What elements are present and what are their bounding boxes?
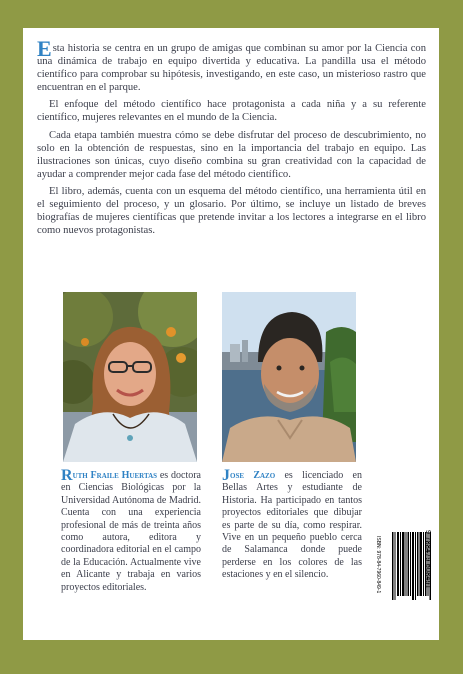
bio-text: es doctora en Ciencias Biológicas por la Universidad Autónoma de Madrid. Cuenta con una experiencia profesional de más de treinta años como autora, editora y coordinadora editorial en el campo de la Educación. Actualmente vive en Alicante y trabaja en varios proyectos editoriales. bbox=[61, 470, 201, 593]
author-photo-ruth bbox=[63, 292, 197, 462]
author-name: uth Fraile Huertas bbox=[72, 470, 158, 481]
author-bio-jose bbox=[222, 467, 362, 582]
drop-cap: E bbox=[37, 36, 52, 61]
bio-drop-cap: R bbox=[61, 467, 73, 484]
bio-text: es licenciado en Bellas Artes y estudiante de Historia. Ha participado en tantos proyectos editoriales que dibujar es parte de su día, como respirar. Vive en un pequeño pueblo cerca de Salamanca donde puede perderse en los colores de las estaciones y en el silencio. bbox=[222, 470, 362, 581]
et-index-code: ET Index: 686AMS06 bbox=[380, 612, 434, 618]
synopsis-paragraph-3: Cada etapa también muestra cómo se debe disfrutar del proceso de descubrimiento, no solo en la obtención de respuestas, sino en la importancia del trabajo en equipo. Las ilustraciones son únicas, cuyo diseño combina su gran creatividad con la capacidad de ayudar a comprender mejor cada fase del método científico. bbox=[37, 129, 426, 180]
author-bio-ruth bbox=[61, 467, 201, 594]
isbn-number: ISBN: 978-84-7960-849-1 bbox=[375, 536, 381, 594]
synopsis-paragraph-4: El libro, además, cuenta con un esquema del método científico, una herramienta útil en el seguimiento del proceso, y un glosario. Por último, se incluye un listado de breves biografías de mujeres científicas que pretende invitar a los lectores a integrarse en el libro como nuevos protagonistas. bbox=[37, 185, 426, 237]
synopsis-paragraph-2: El enfoque del método científico hace protagonista a cada niña y a su referente científico, mujeres relevantes en el mundo de la Ciencia. bbox=[37, 99, 426, 124]
bio-drop-cap: J bbox=[222, 467, 230, 484]
author-name: ose Zazo bbox=[230, 470, 276, 481]
author-photo-jose bbox=[222, 292, 356, 462]
barcode-digits: 9 788479 608491 bbox=[424, 530, 431, 589]
book-synopsis bbox=[37, 36, 426, 241]
synopsis-paragraph-1: Esta historia se centra en un grupo de amigas que combinan su amor por la Ciencia con una dinámica de trabajo en equipo divertida y educativa. La pandilla usa el método científico para comprobar su hipótesis, investigando, en este caso, un misterioso rastro que encuentran en el parque. bbox=[37, 36, 426, 94]
